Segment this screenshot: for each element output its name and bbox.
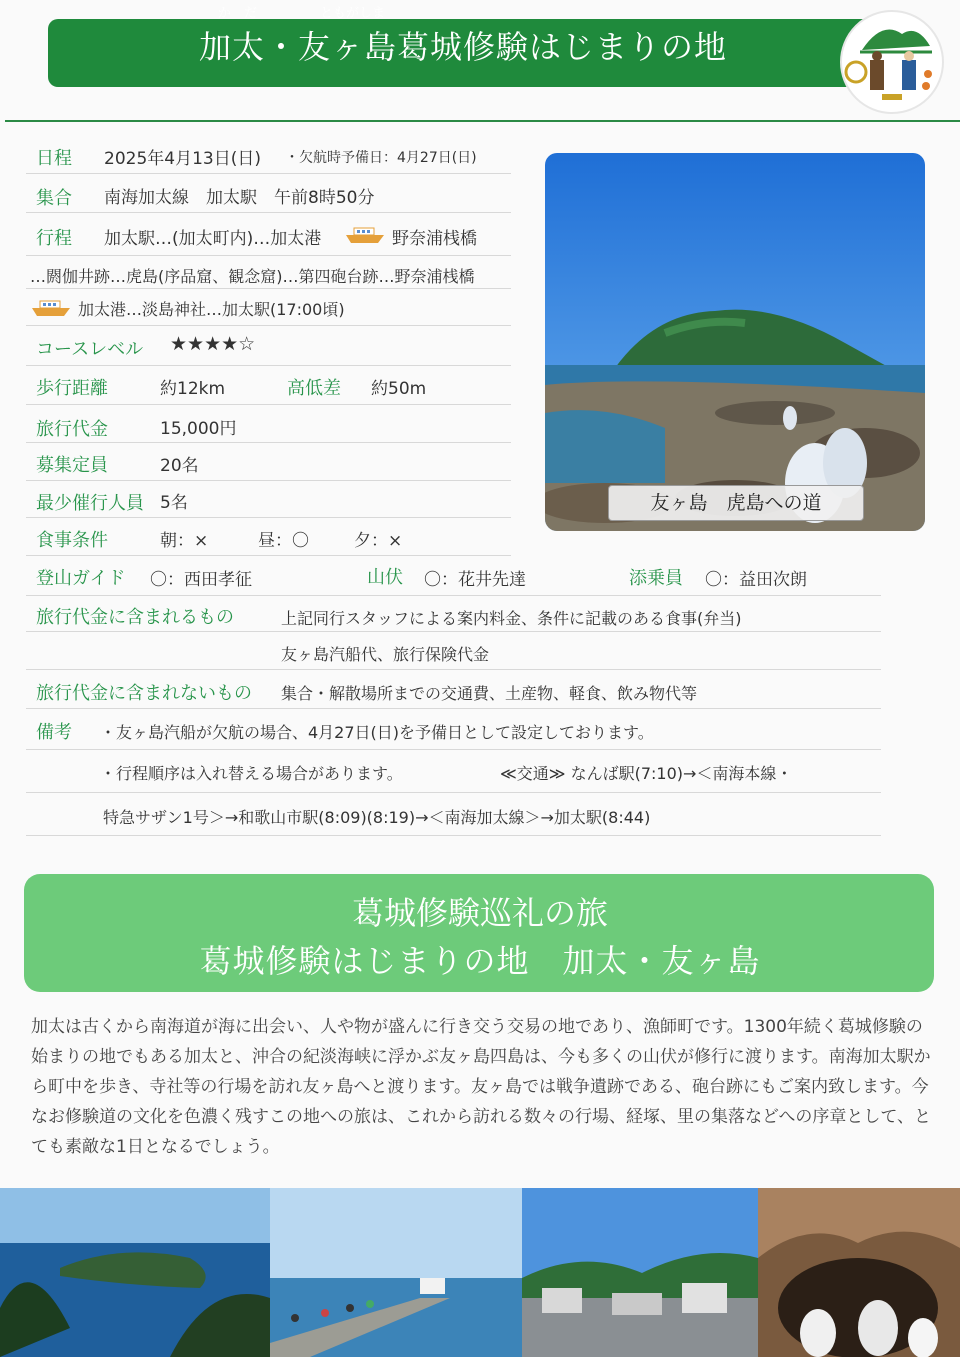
capacity-label: 募集定員 <box>36 455 108 476</box>
photo-caption: 友ヶ島 虎島への道 <box>608 485 864 521</box>
min-participants-label: 最少催行人員 <box>36 493 144 514</box>
ruby-kada: か だ <box>218 6 258 21</box>
photo-cave <box>758 1188 960 1357</box>
min-participants-value: 5名 <box>160 493 188 513</box>
schedule-note: ・欠航時予備日：4月27日(日) <box>285 150 477 166</box>
banner-title-line-1: 葛城修験巡礼の旅 <box>351 894 608 932</box>
schedule-label: 日程 <box>36 148 72 169</box>
yamabushi-value: 〇：花井先達 <box>424 570 526 590</box>
itinerary-line-1b: 野奈浦桟橋 <box>392 229 477 249</box>
escort-value: 〇：益田次朗 <box>705 570 807 590</box>
meals-breakfast: 朝：× <box>160 531 209 551</box>
note-2: ・行程順序は入れ替える場合があります。 <box>100 764 403 783</box>
meals-lunch: 昼：〇 <box>258 531 309 551</box>
divider <box>26 442 511 443</box>
divider <box>26 212 511 213</box>
guide-label: 登山ガイド <box>36 568 126 589</box>
distance-label: 歩行距離 <box>36 378 108 399</box>
divider <box>26 631 881 632</box>
notes-label: 備考 <box>36 722 72 743</box>
note-3: ≪交通≫ なんば駅(7:10)→＜南海本線・ <box>500 764 793 783</box>
ferry-icon <box>30 296 72 318</box>
escort-label: 添乗員 <box>629 568 683 589</box>
excluded-label: 旅行代金に含まれないもの <box>36 683 252 704</box>
logo-icon <box>842 12 942 112</box>
itinerary-line-1: 加太駅…(加太町内)…加太港 <box>104 229 322 249</box>
description: 加太は古くから南海道が海に出会い、人や物が盛んに行き交う交易の地であり、漁師町です。1300年続く葛城修験の始まりの地でもある加太と、沖合の紀淡海峡に浮かぶ友ヶ島四島は、今も多くの山伏が修行に渡ります。南海加太駅から町中を歩き、寺社等の行場を訪れ友ヶ島へと渡ります。友ヶ島では戦争遺跡である、砲台跡にもご案内致します。今なお修験道の文化を色濃く残すこの地への旅は、これから訪れる数々の行場、経塚、里の集落などへの序章として、とても素敵な1日となるでしょう。 <box>31 1017 931 1157</box>
note-4: 特急サザン1号＞→和歌山市駅(8:09)(8:19)→＜南海加太線＞→加太駅(8:44) <box>103 808 651 827</box>
photo-pier <box>270 1188 522 1357</box>
header-divider <box>5 120 960 122</box>
itinerary-label: 行程 <box>36 228 72 249</box>
meals-dinner: 夕：× <box>354 531 403 551</box>
level-stars: ★★★★☆ <box>170 333 256 355</box>
logo <box>840 10 944 114</box>
elevation-label: 高低差 <box>287 378 341 399</box>
divider <box>26 404 511 405</box>
divider <box>26 517 511 518</box>
distance-value: 約12km <box>160 379 226 399</box>
photo-island-view <box>0 1188 270 1357</box>
included-line-1: 上記同行スタッフによる案内料金、条件に記載のある食事(弁当) <box>281 609 742 628</box>
divider <box>26 555 511 556</box>
meals-label: 食事条件 <box>36 530 108 551</box>
yamabushi-label: 山伏 <box>367 567 403 588</box>
divider <box>26 480 511 481</box>
divider <box>26 669 881 670</box>
page-title: 加太・友ヶ島葛城修験はじまりの地 <box>198 28 727 66</box>
divider <box>26 749 881 750</box>
divider <box>26 595 881 596</box>
divider <box>26 835 881 836</box>
itinerary-line-2: …閼伽井跡…虎島(序品窟、観念窟)…第四砲台跡…野奈浦桟橋 <box>30 267 475 286</box>
capacity-value: 20名 <box>160 456 199 476</box>
guide-value: 〇：西田孝征 <box>150 570 252 590</box>
divider <box>26 325 511 326</box>
divider <box>26 255 511 256</box>
included-label: 旅行代金に含まれるもの <box>36 607 234 628</box>
level-label: コースレベル <box>36 339 144 360</box>
price-label: 旅行代金 <box>36 419 108 440</box>
elevation-value: 約50m <box>371 379 427 399</box>
itinerary-line-3: 加太港…淡島神社…加太駅(17:00頃) <box>78 300 345 319</box>
banner-title-line-2: 葛城修験はじまりの地 加太・友ヶ島 <box>199 942 761 980</box>
meet-label: 集合 <box>36 188 72 209</box>
divider <box>26 173 511 174</box>
ferry-icon <box>344 223 386 245</box>
price-value: 15,000円 <box>160 419 237 439</box>
meet-value: 南海加太線 加太駅 午前8時50分 <box>104 188 375 208</box>
divider <box>26 288 511 289</box>
photo-town <box>522 1188 758 1357</box>
schedule-value: 2025年4月13日(日) <box>104 149 261 169</box>
divider <box>26 792 881 793</box>
main-photo <box>545 153 925 531</box>
ruby-tomogashima: ともがしま <box>320 6 386 21</box>
excluded-value: 集合・解散場所までの交通費、土産物、軽食、飲み物代等 <box>281 684 698 703</box>
divider <box>26 365 511 366</box>
divider <box>26 708 881 709</box>
included-line-2: 友ヶ島汽船代、旅行保険代金 <box>281 645 490 664</box>
note-1: ・友ヶ島汽船が欠航の場合、4月27日(日)を予備日として設定しております。 <box>100 723 654 742</box>
